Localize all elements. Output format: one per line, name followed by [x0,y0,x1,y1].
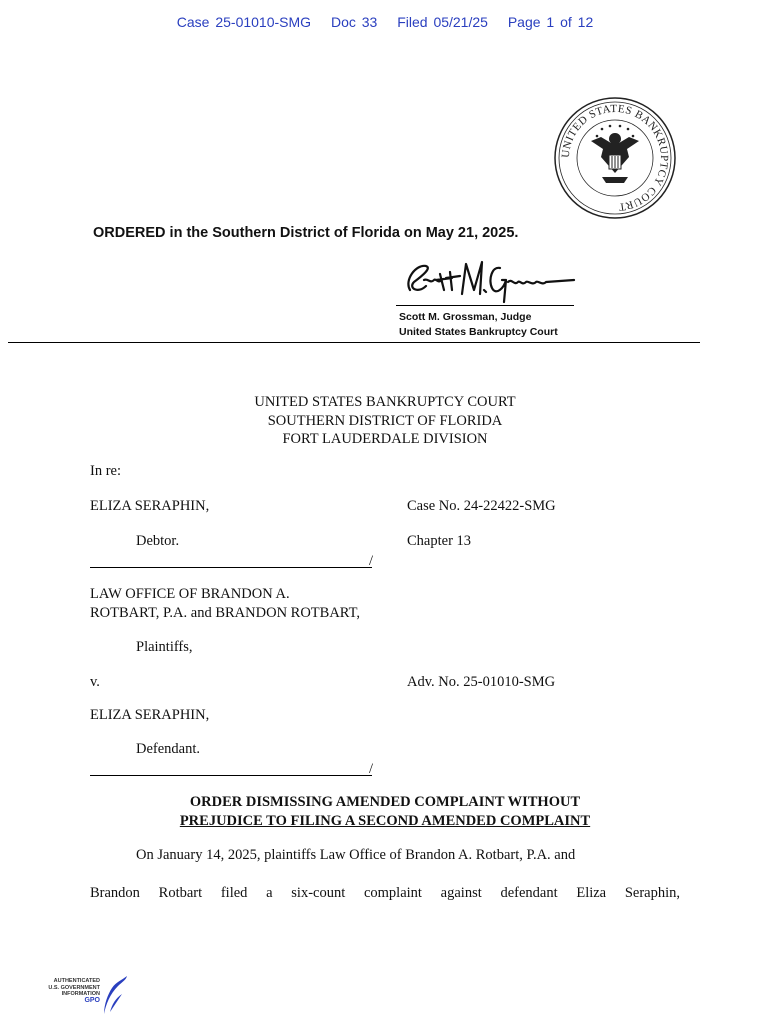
judge-court: United States Bankruptcy Court [399,326,558,338]
caption-slash: / [369,761,374,777]
header-case: Case 25-01010-SMG [176,14,312,30]
plaintiffs-line: LAW OFFICE OF BRANDON A. [90,586,290,602]
court-heading-line: FORT LAUDERDALE DIVISION [282,431,488,447]
header-rule [8,342,700,343]
plaintiffs-label: Plaintiffs, [136,639,193,655]
judge-name: Scott M. Grossman, Judge [399,311,532,323]
court-heading [0,393,770,449]
gpo-text-line: INFORMATION [61,991,100,997]
plaintiffs-names [90,585,360,623]
defendant-name: ELIZA SERAPHIN, [90,707,210,723]
debtor-name: ELIZA SERAPHIN, [90,498,210,514]
order-title [0,793,770,831]
caption-divider [90,567,372,568]
header-filed: Filed 05/21/25 [397,14,488,30]
body-paragraph-line: Brandon Rotbart filed a six-count complaint against defendant Eliza Seraphin, [90,885,680,901]
signature-line [396,305,574,306]
header-page: Page 1 of 12 [507,14,594,30]
adversary-number: Adv. No. 25-01010-SMG [407,674,556,690]
case-number: Case No. 24-22422-SMG [407,498,556,514]
order-title-line: ORDER DISMISSING AMENDED COMPLAINT WITHOUT [189,794,581,810]
court-heading-line: UNITED STATES BANKRUPTCY COURT [254,394,516,410]
defendant-label: Defendant. [136,741,201,757]
body-paragraph-line: On January 14, 2025, plaintiffs Law Office of Brandon A. Rotbart, P.A. and [136,847,576,863]
gpo-text-line: GPO [84,996,100,1004]
chapter-label: Chapter 13 [407,533,472,549]
header-doc: Doc 33 [330,14,378,30]
gpo-text-line: U.S. GOVERNMENT [48,984,100,991]
caption-slash: / [369,553,374,569]
debtor-label: Debtor. [136,533,180,549]
gpo-authentication-logo [44,974,128,1016]
court-seal-icon [552,95,678,221]
judge-block [399,310,558,340]
caption-divider [90,775,372,776]
in-re-label: In re: [90,463,121,479]
gpo-text-line: AUTHENTICATED [53,978,100,984]
page-header [0,14,770,30]
order-title-line: PREJUDICE TO FILING A SECOND AMENDED COMPLAINT [179,813,591,829]
versus-label: v. [90,674,100,690]
plaintiffs-line: ROTBART, P.A. and BRANDON ROTBART, [90,605,361,621]
ordered-line: ORDERED in the Southern District of Florida on May 21, 2025. [93,225,519,241]
seal-text: UNITED STATES BANKRUPTCY COURT [559,102,671,213]
eagle-icon [100,974,128,1016]
court-heading-line: SOUTHERN DISTRICT OF FLORIDA [267,412,503,429]
signature-image [396,250,578,306]
